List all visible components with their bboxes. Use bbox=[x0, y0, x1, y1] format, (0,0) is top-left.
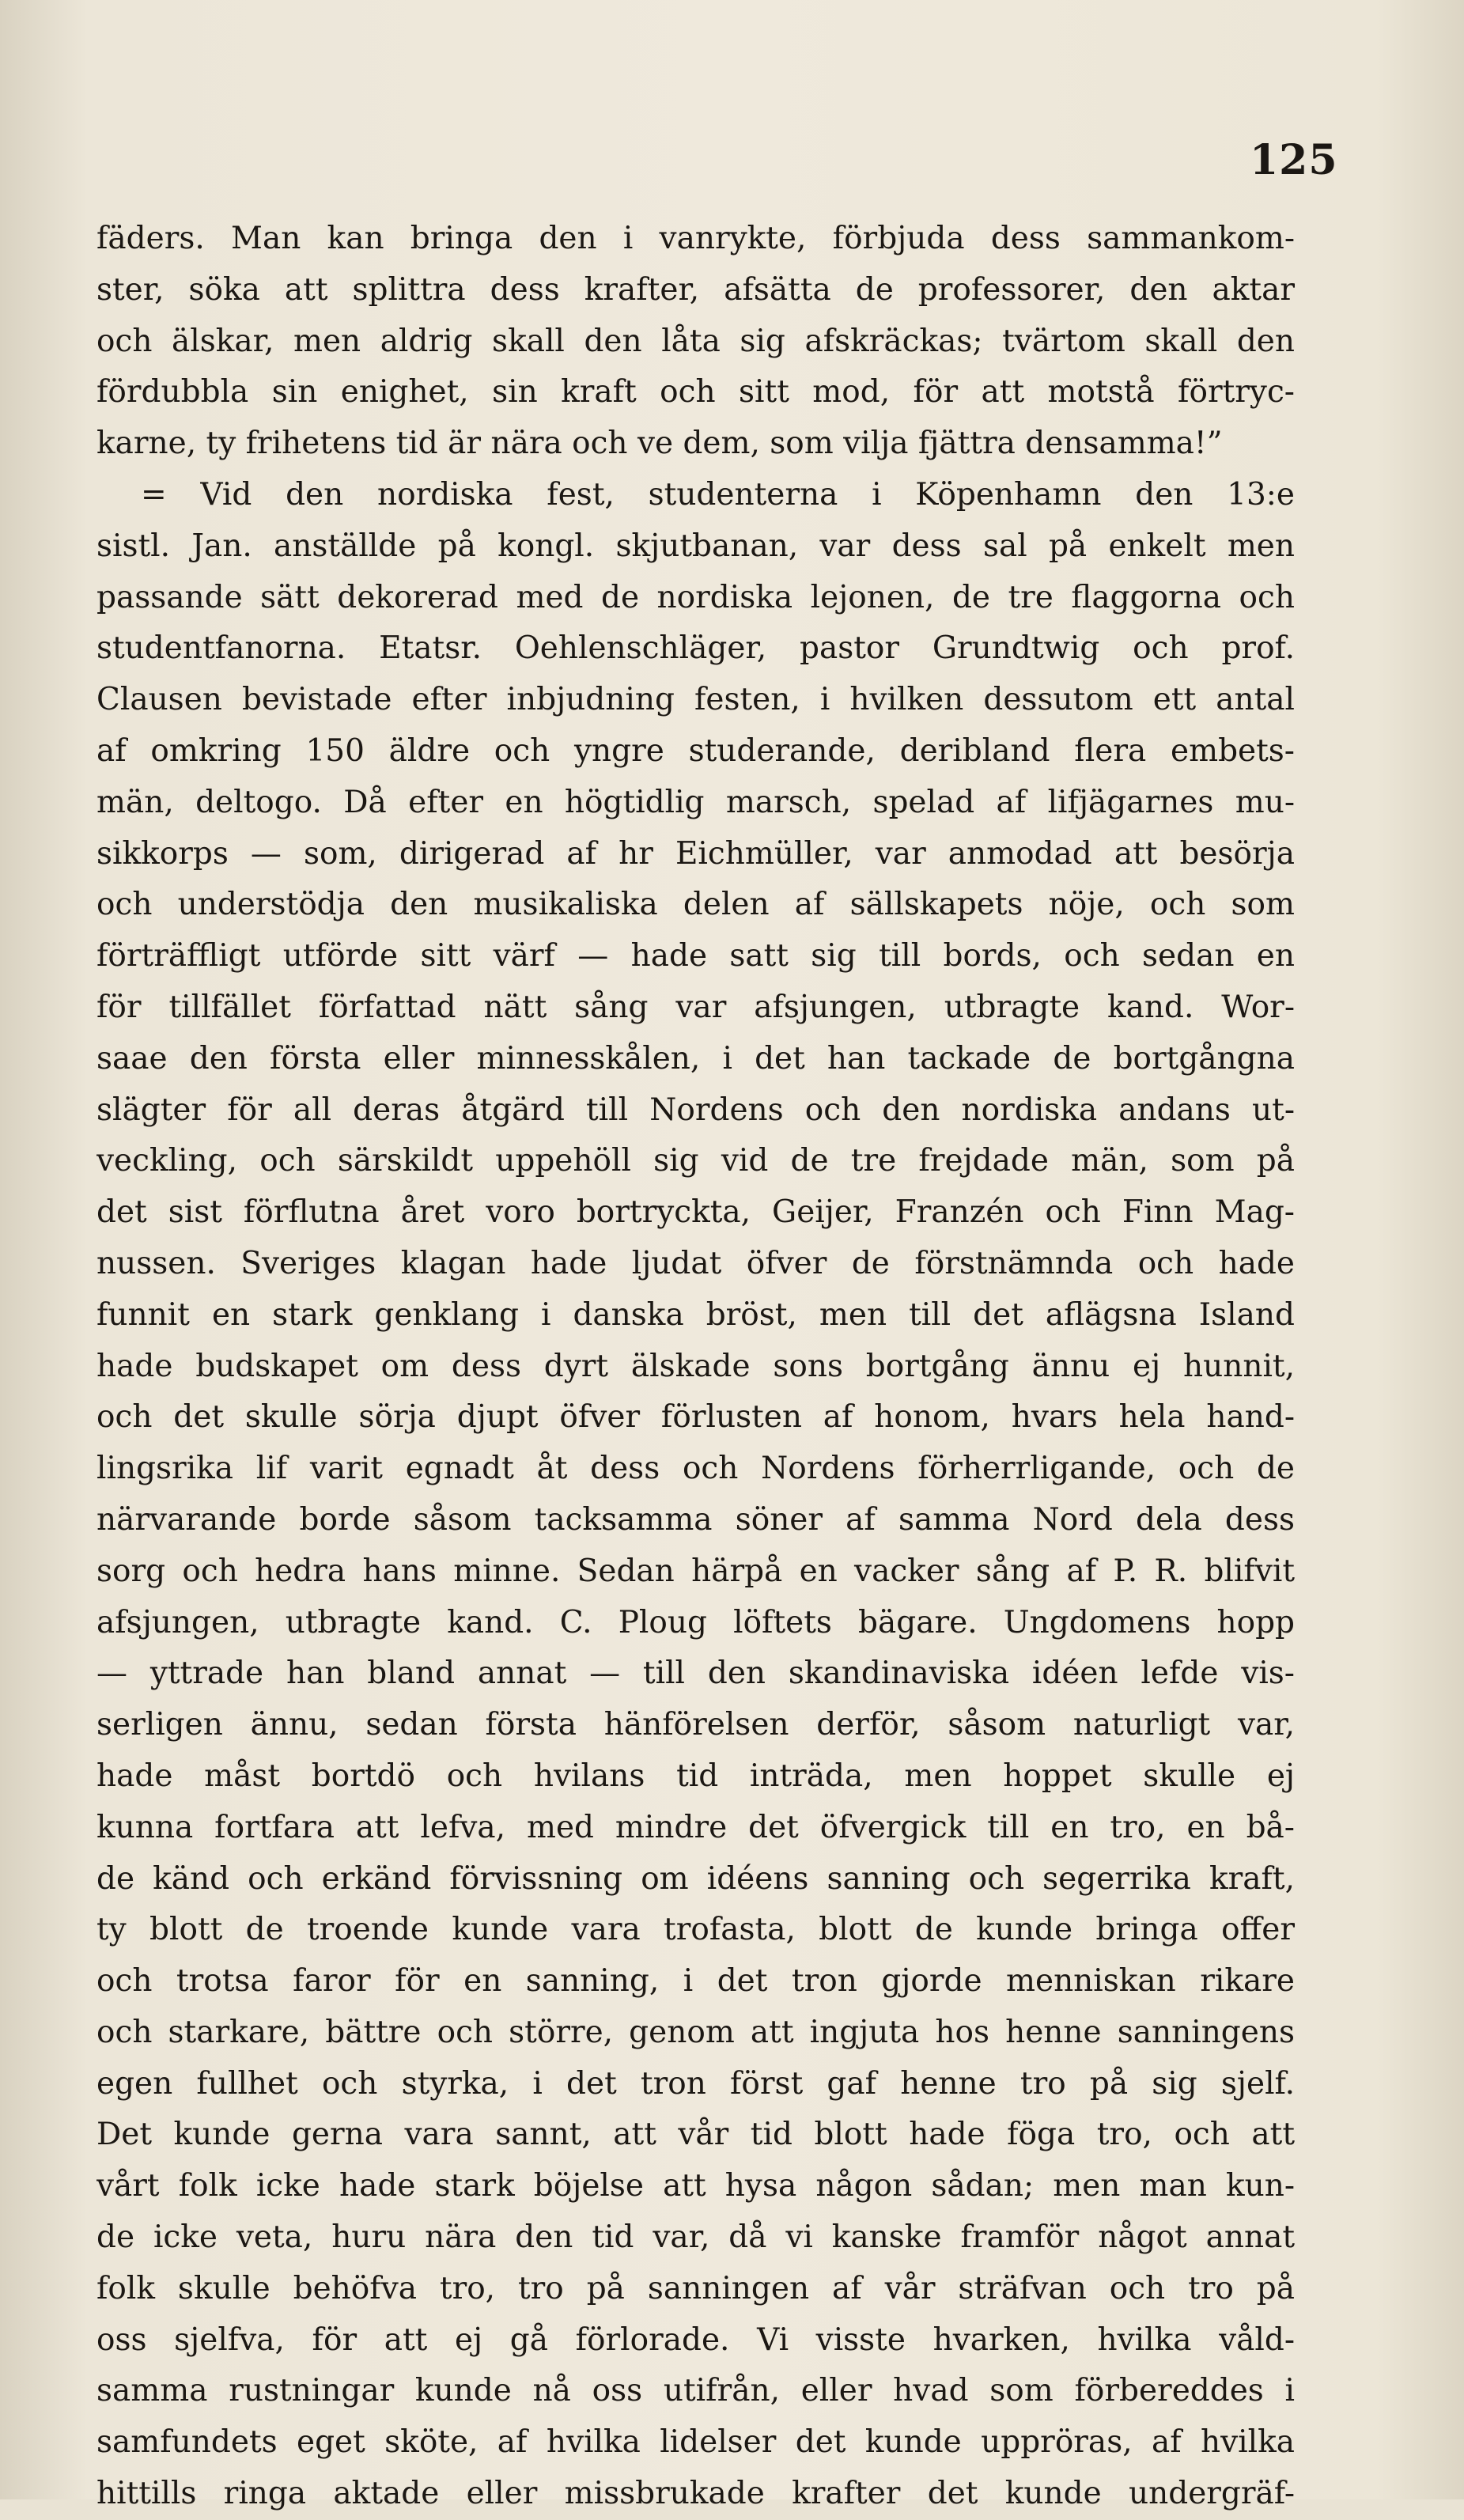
text-line: det sist förflutna året voro bortryckta, Geijer, Franzén och Finn Mag- bbox=[96, 1194, 1295, 1231]
text-line: fäders. Man kan bringa den i vanrykte, förbjuda dess sammankom- bbox=[96, 221, 1295, 256]
text-line: veckling, och särskildt uppehöll sig vid de tre frejdade män, som på bbox=[96, 1143, 1295, 1179]
page-number: 125 bbox=[1250, 136, 1338, 184]
text-line: de känd och erkänd förvissning om idéens sanning och segerrika kraft, bbox=[96, 1860, 1295, 1897]
text-line: = Vid den nordiska fest, studenterna i Köpenhamn den 13:e bbox=[141, 476, 1295, 513]
text-line: fördubbla sin enighet, sin kraft och sitt mod, för att motstå förtryc- bbox=[96, 374, 1295, 411]
text-line: sistl. Jan. anställde på kongl. skjutbanan, var dess sal på enkelt men bbox=[96, 528, 1295, 564]
text-line: passande sätt dekorerad med de nordiska lejonen, de tre flaggorna och bbox=[96, 579, 1295, 615]
text-line: hade måst bortdö och hvilans tid inträda, men hoppet skulle ej bbox=[96, 1758, 1295, 1794]
text-line: Clausen bevistade efter inbjudning festen, i hvilken dessutom ett antal bbox=[96, 682, 1295, 718]
text-line: förträffligt utförde sitt värf — hade satt sig till bords, och sedan en bbox=[96, 938, 1295, 974]
text-line: kunna fortfara att lefva, med mindre det öfvergick till en tro, en bå- bbox=[96, 1809, 1295, 1845]
text-line: sikkorps — som, dirigerad af hr Eichmüller, var anmodad att besörja bbox=[96, 835, 1295, 872]
body-text bbox=[96, 214, 1295, 2520]
text-line: studentfanorna. Etatsr. Oehlenschläger, pastor Grundtwig och prof. bbox=[96, 630, 1295, 667]
text-line: ster, söka att splittra dess krafter, afsätta de professorer, den aktar bbox=[96, 271, 1295, 308]
text-line: ty blott de troende kunde vara trofasta, blott de kunde bringa offer bbox=[96, 1912, 1295, 1948]
text-line: och det skulle sörja djupt öfver förlusten af honom, hvars hela hand- bbox=[96, 1399, 1295, 1436]
text-line: hade budskapet om dess dyrt älskade sons bortgång ännu ej hunnit, bbox=[96, 1348, 1295, 1384]
text-line: funnit en stark genklang i danska bröst, men till det aflägsna Island bbox=[96, 1296, 1295, 1333]
text-line: samma rustningar kunde nå oss utifrån, eller hvad som förbereddes i bbox=[96, 2373, 1295, 2409]
text-line: slägter för all deras åtgärd till Nordens och den nordiska andans ut- bbox=[96, 1092, 1295, 1128]
text-line: karne, ty frihetens tid är nära och ve dem, som vilja fjättra densamma!” bbox=[96, 426, 1223, 462]
text-line: Det kunde gerna vara sannt, att vår tid blott hade föga tro, och att bbox=[96, 2117, 1295, 2153]
text-line: egen fullhet och styrka, i det tron först gaf henne tro på sig sjelf. bbox=[96, 2065, 1295, 2102]
text-line: afsjungen, utbragte kand. C. Ploug löftets bägare. Ungdomens hopp bbox=[96, 1604, 1295, 1640]
text-line: och trotsa faror för en sanning, i det tron gjorde menniskan rikare bbox=[96, 1963, 1295, 2000]
text-line: för tillfället författad nätt sång var afsjungen, utbragte kand. Wor- bbox=[96, 989, 1295, 1025]
text-line: nussen. Sveriges klagan hade ljudat öfver de förstnämnda och hade bbox=[96, 1245, 1295, 1281]
text-line: de icke veta, huru nära den tid var, då vi kanske framför något annat bbox=[96, 2219, 1295, 2256]
text-line: män, deltogo. Då efter en högtidlig marsch, spelad af lifjägarnes mu- bbox=[96, 784, 1295, 820]
text-line: samfundets eget sköte, af hvilka lidelser det kunde uppröras, af hvilka bbox=[96, 2424, 1295, 2461]
text-line: närvarande borde såsom tacksamma söner af samma Nord dela dess bbox=[96, 1501, 1295, 1538]
text-line: folk skulle behöfva tro, tro på sanningen af vår sträfvan och tro på bbox=[96, 2270, 1295, 2306]
text-line: och understödja den musikaliska delen af sällskapets nöje, och som bbox=[96, 887, 1295, 923]
text-line: saae den första eller minnesskålen, i det han tackade de bortgångna bbox=[96, 1040, 1295, 1076]
text-line: serligen ännu, sedan första hänförelsen derför, såsom naturligt var, bbox=[96, 1707, 1295, 1743]
text-line: hittills ringa aktade eller missbrukade krafter det kunde undergräf- bbox=[96, 2476, 1295, 2512]
text-line: och starkare, bättre och större, genom att ingjuta hos henne sanningens bbox=[96, 2014, 1295, 2050]
text-line: lingsrika lif varit egnadt åt dess och Nordens förherrligande, och de bbox=[96, 1451, 1295, 1487]
text-line: oss sjelfva, för att ej gå förlorade. Vi visste hvarken, hvilka våld- bbox=[96, 2321, 1295, 2358]
text-line: af omkring 150 äldre och yngre studerande, deribland flera embets- bbox=[96, 732, 1295, 769]
text-line: — yttrade han bland annat — till den skandinaviska idéen lefde vis- bbox=[96, 1655, 1295, 1692]
text-line: vårt folk icke hade stark böjelse att hysa någon sådan; men man kun- bbox=[96, 2168, 1295, 2204]
text-line: sorg och hedra hans minne. Sedan härpå en vacker sång af P. R. blifvit bbox=[96, 1553, 1295, 1589]
text-line: och älskar, men aldrig skall den låta sig afskräckas; tvärtom skall den bbox=[96, 323, 1295, 359]
